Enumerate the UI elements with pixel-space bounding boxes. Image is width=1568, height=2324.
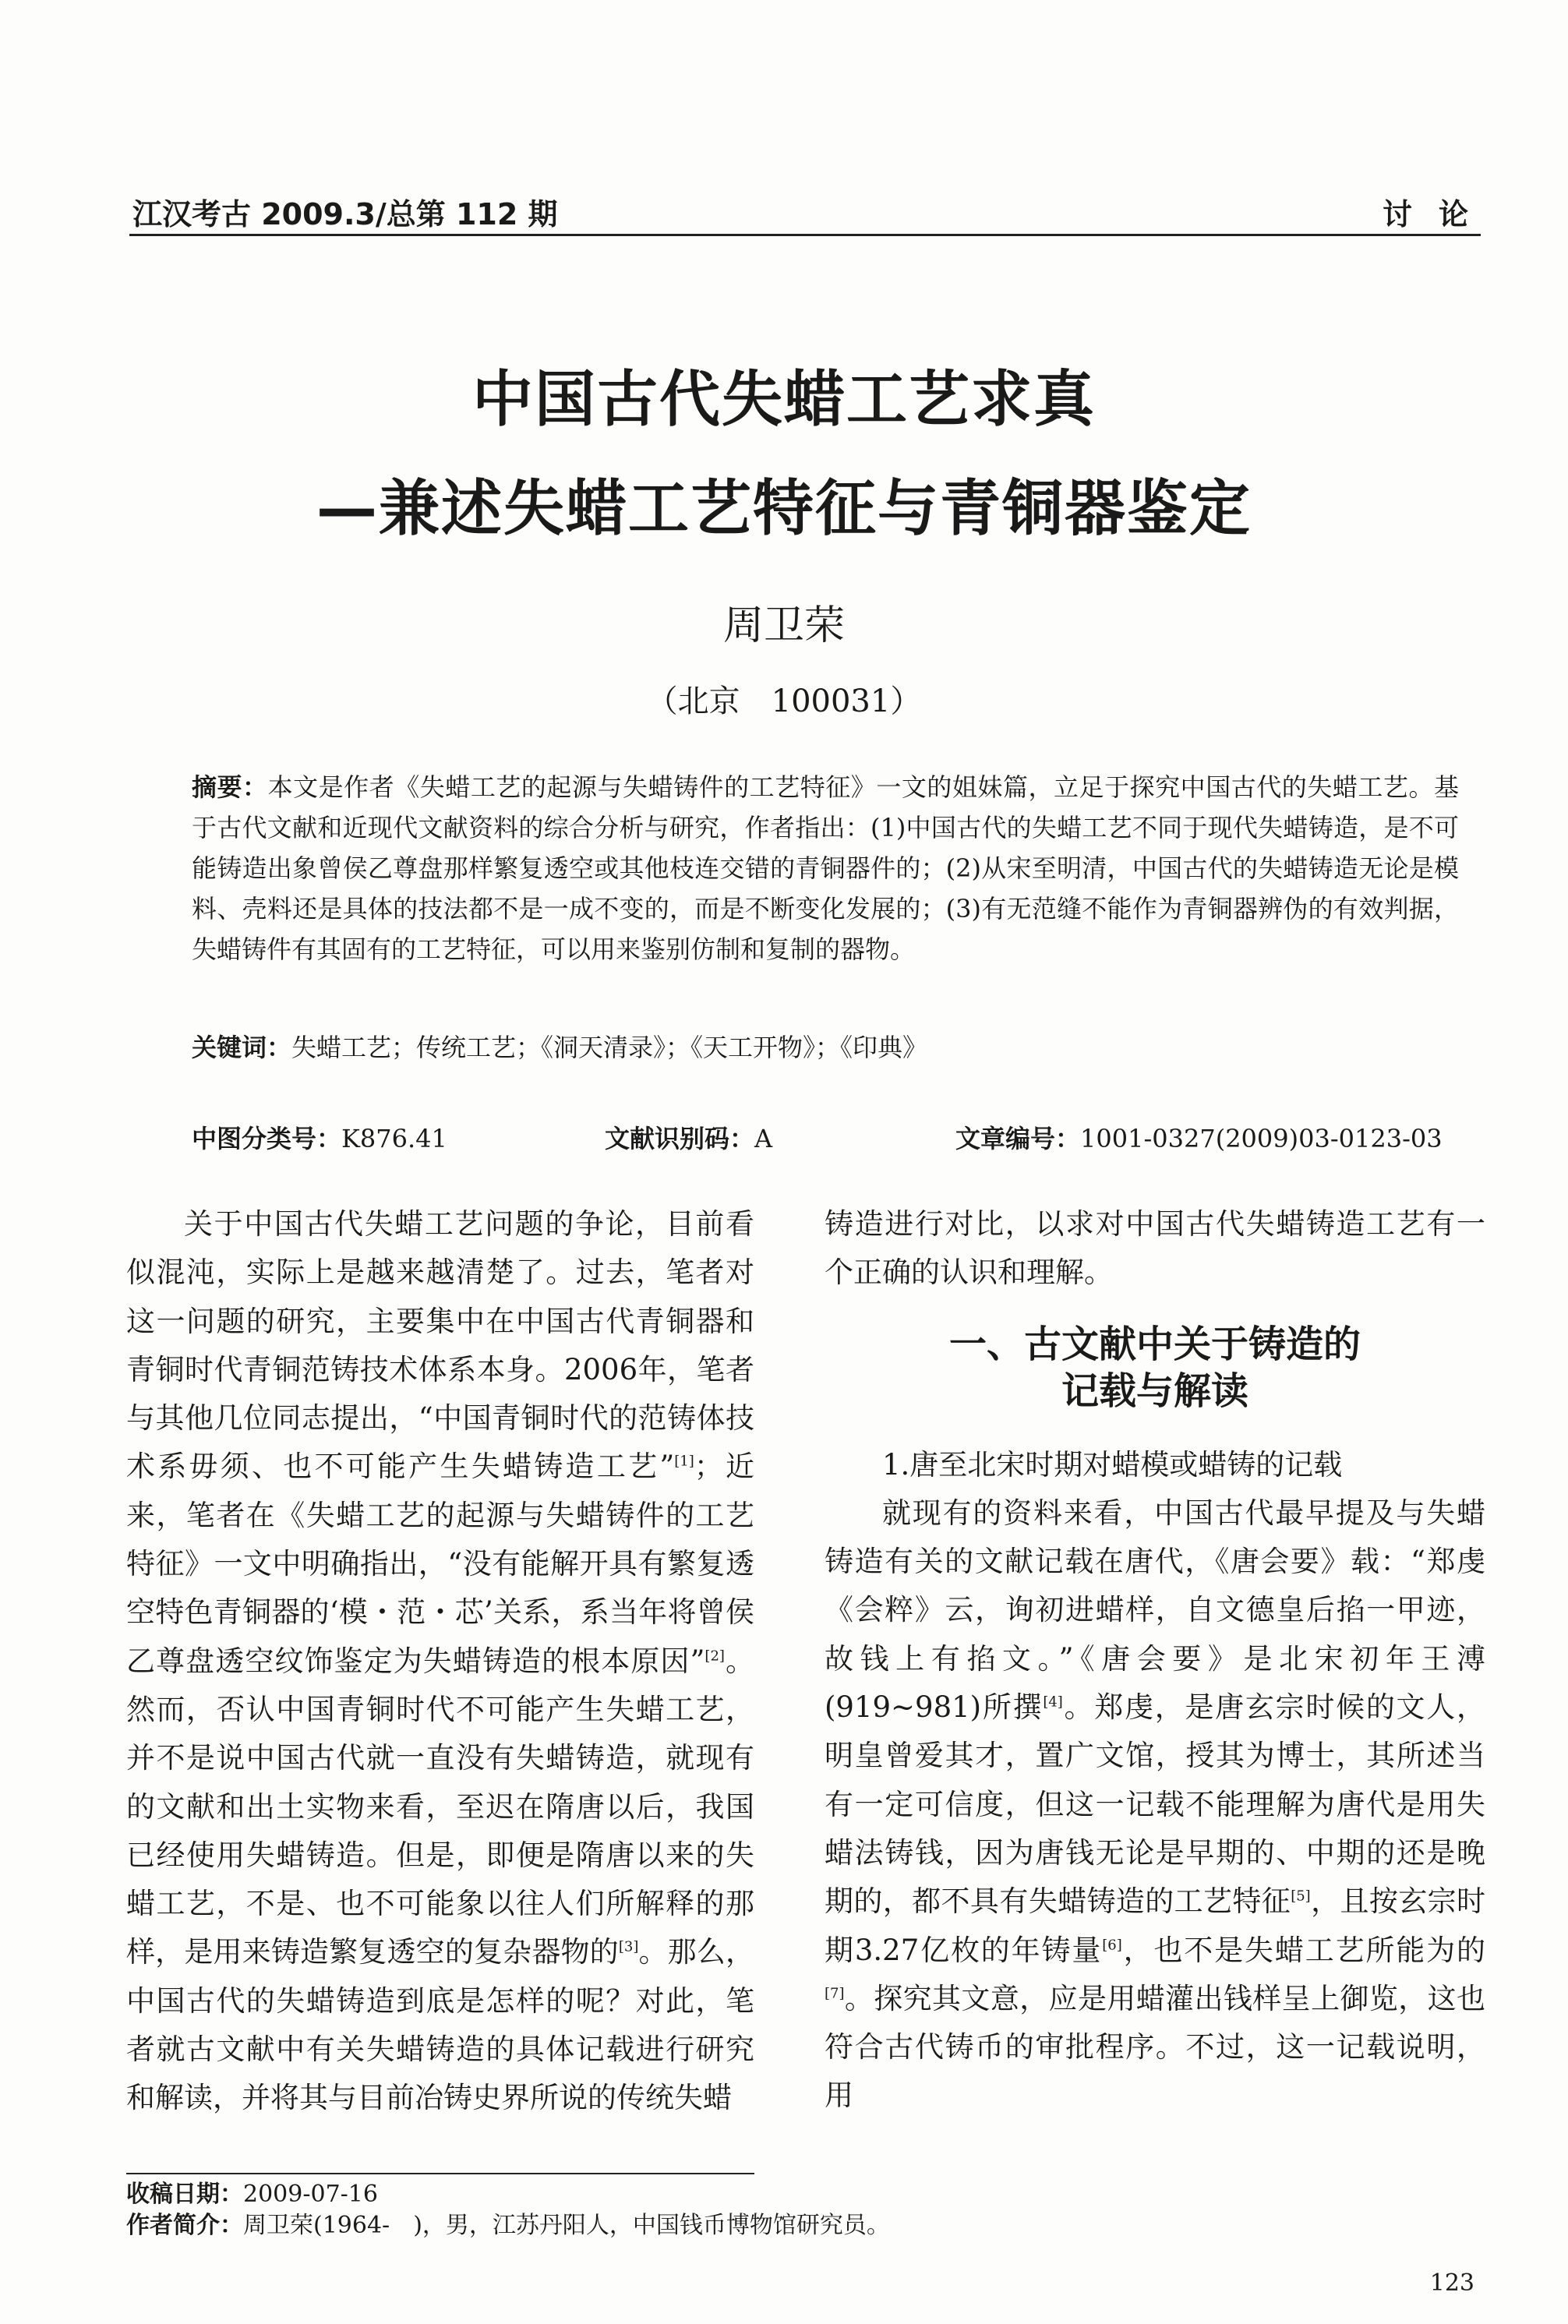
running-header-journal: 江汉考古 2009.3/总第 112 期: [132, 197, 558, 231]
abstract-label: 摘要：: [192, 772, 268, 802]
citation: [4]: [1043, 1694, 1063, 1711]
section-heading: 一、古文献中关于铸造的 记载与解读: [948, 1322, 1361, 1413]
author-bio: 作者简介：周卫荣(1964- )，男，江苏丹阳人，中国钱币博物馆研究员。: [126, 2212, 890, 2239]
page-number: 123: [1429, 2269, 1474, 2297]
citation: [2]: [705, 1648, 725, 1665]
citation: [3]: [618, 1939, 639, 1956]
keywords-text: 失蜡工艺；传统工艺；《洞天清录》；《天工开物》；《印典》: [291, 1033, 928, 1062]
running-header-section: 讨论: [1382, 197, 1495, 231]
body-paragraph: 关于中国古代失蜡工艺问题的争论，目前看似混沌，实际上是越来越清楚了。过去，笔者对这一问题的研究，主要集中在中国古代青铜器和青铜时代青铜范铸技术体系本身。2006年，笔者与其他几位同志提出，“中国青铜时代的范铸体技术系毋须、也不可能产生失蜡铸造工艺”[1]；近来，笔者在《失蜡工艺的起源与失蜡铸件的工艺特征》一文中明确指出，“没有能解开具有繁复透空特色青铜器的‘模・范・芯’关系，系当年将曾侯乙尊盘透空纹饰鉴定为失蜡铸造的根本原因”[2]。然而，否认中国青铜时代不可能产生失蜡工艺，并不是说中国古代就一直没有失蜡铸造，就现有的文献和出土实物来看，至迟在隋唐以后，我国已经使用失蜡铸造。但是，即便是隋唐以来的失蜡工艺，不是、也不可能象以往人们所解释的那样，是用来铸造繁复透空的复杂器物的[3]。那么，中国古代的失蜡铸造到底是怎样的呢？对此，笔者就古文献中有关失蜡铸造的具体记载进行研究和解读，并将其与目前冶铸史界所说的传统失蜡: [126, 1207, 755, 2115]
body-right-column: [825, 1200, 1485, 2121]
footnote-rule: [126, 2173, 754, 2174]
body-left-column: [126, 1200, 754, 2123]
author-name: 周卫荣: [722, 602, 845, 649]
header-rule: [129, 234, 1481, 236]
article-title: 中国古代失蜡工艺求真: [471, 365, 1096, 435]
received-date: 收稿日期：2009-07-16: [126, 2181, 378, 2208]
citation: [1]: [674, 1453, 694, 1471]
abstract-text: 本文是作者《失蜡工艺的起源与失蜡铸件的工艺特征》一文的姐妹篇，立足于探究中国古代的失蜡工艺。基于古代文献和近现代文献资料的综合分析与研究，作者指出：(1)中国古代的失蜡工艺不同于现代失蜡铸造，是不可能铸造出象曾侯乙尊盘那样繁复透空或其他枝连交错的青铜器件的；(2)从宋至明清，中国古代的失蜡铸造无论是模料、壳料还是具体的技法都不是一成不变的，而是不断变化发展的；(3)有无范缝不能作为青铜器辨伪的有效判据，失蜡铸件有其固有的工艺特征，可以用来鉴别仿制和复制的器物。: [192, 772, 1459, 964]
article-subtitle: —兼述失蜡工艺特征与青铜器鉴定: [316, 474, 1252, 544]
keywords-label: 关键词：: [192, 1033, 292, 1062]
clc-number: 中图分类号：K876.41: [192, 1124, 447, 1153]
citation: [7]: [825, 1985, 845, 2002]
article-number: 文章编号：1001-0327(2009)03-0123-03: [955, 1124, 1443, 1153]
body-paragraph: 就现有的资料来看，中国古代最早提及与失蜡铸造有关的文献记载在唐代，《唐会要》载：“郑虔《会粹》云，询初进蜡样，自文德皇后掐一甲迹，故钱上有掐文。”《唐会要》是北宋初年王溥(919~981)所撰[4]。郑虔，是唐玄宗时候的文人，明皇曾爱其才，置广文馆，授其为博士，其所述当有一定可信度，但这一记载不能理解为唐代是用失蜡法铸钱，因为唐钱无论是早期的、中期的还是晚期的，都不具有失蜡铸造的工艺特征[5]，且按玄宗时期3.27亿枚的年铸量[6]，也不是失蜡工艺所能为的[7]。探究其文意，应是用蜡灌出钱样呈上御览，这也符合古代铸币的审批程序。不过，这一记载说明，用: [825, 1496, 1486, 2113]
citation: [5]: [1291, 1888, 1311, 1905]
body-paragraph-continued: 铸造进行对比，以求对中国古代失蜡铸造工艺有一个正确的认识和理解。: [825, 1207, 1485, 1290]
document-code: 文献识别码：A: [605, 1124, 773, 1153]
subsection-heading: 1.唐至北宋时期对蜡模或蜡铸的记载: [882, 1447, 1343, 1482]
keywords: [192, 1027, 1459, 1068]
citation: [6]: [1102, 1937, 1122, 1954]
author-affiliation: （北京 100031）: [646, 683, 922, 719]
abstract: [192, 767, 1459, 970]
